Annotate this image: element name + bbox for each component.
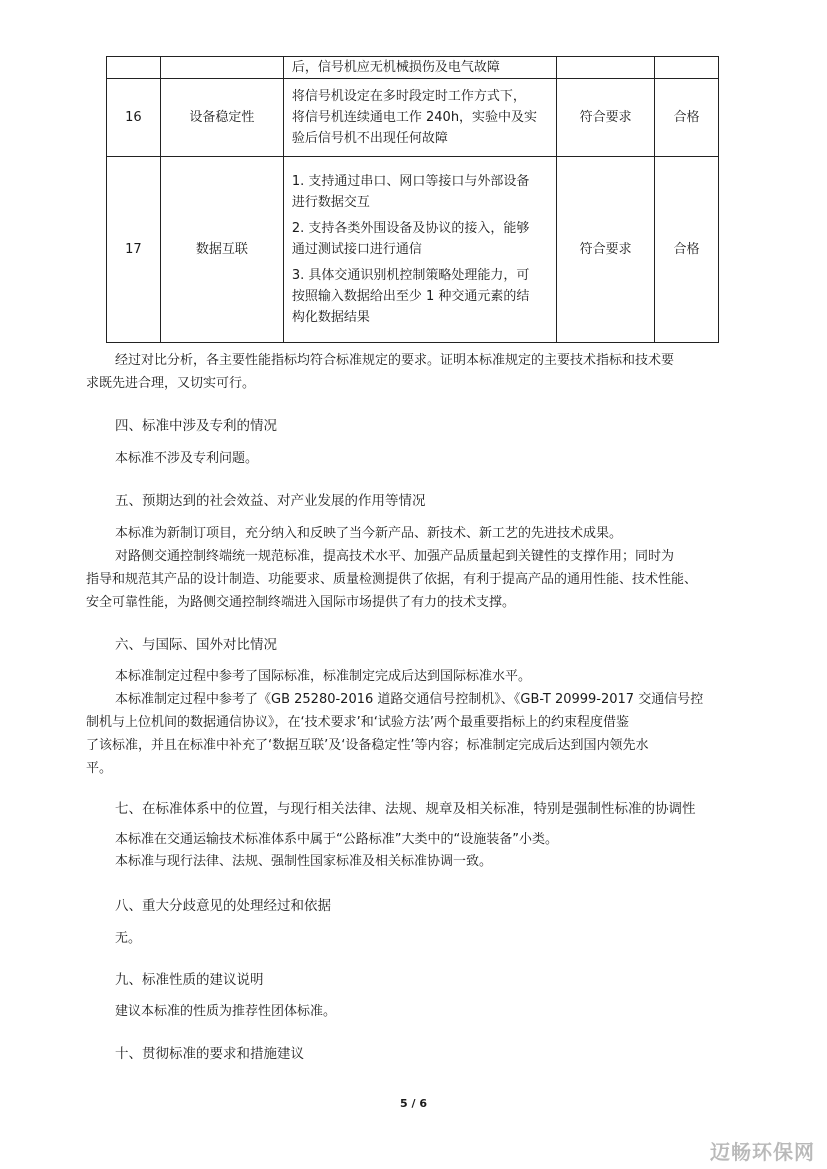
paragraph: 本标准为新制订项目，充分纳入和反映了当今新产品、新技术、新工艺的先进技术成果。 [115, 526, 623, 541]
row-number: 17 [107, 157, 161, 343]
result-cell: 符合要求 [557, 157, 655, 343]
section-heading: 七、在标准体系中的位置，与现行相关法律、法规、规章及相关标准，特别是强制性标准的协调性 [115, 801, 696, 817]
conclusion-line: 经过对比分析，各主要性能指标均符合标准规定的要求。证明本标准规定的主要技术指标和技术要 [115, 353, 675, 368]
paragraph: 建议本标准的性质为推荐性团体标准。 [115, 1004, 337, 1019]
paragraph: 本标准不涉及专利问题。 [115, 451, 259, 466]
paragraph-line: 对路侧交通控制终端统一规范标准，提高技术水平、加强产品质量起到关键性的支撑作用；同时为 [115, 549, 675, 564]
paragraph: 本标准与现行法律、法规、强制性国家标准及相关标准协调一致。 [115, 854, 493, 869]
section-heading: 五、预期达到的社会效益、对产业发展的作用等情况 [115, 493, 426, 509]
paragraph-line: 本标准制定过程中参考了《GB 25280-2016 道路交通信号控制机》、《GB-T 20999-2017 交通信号控 [115, 692, 704, 707]
requirement-cell: 1. 支持通过串口、网口等接口与外部设备 进行数据交互 2. 支持各类外围设备及协议的接入，能够 通过测试接口进行通信 3. 具体交通识别机控制策略处理能力，可 按照输入数据给出至少 1 种交通元素的结 构化数据结果 [283, 157, 556, 343]
conclusion-line: 求既先进合理，又切实可行。 [86, 376, 256, 391]
result-cell: 符合要求 [557, 79, 655, 157]
row-number: 16 [107, 79, 161, 157]
item-name: 设备稳定性 [160, 79, 283, 157]
test-results-table [106, 56, 719, 343]
item-name: 数据互联 [160, 157, 283, 343]
table-row [107, 57, 719, 79]
paragraph-line: 了该标准，并且在标准中补充了‘数据互联’及‘设备稳定性’等内容；标准制定完成后达到国内领先水 [86, 738, 649, 753]
verdict-cell: 合格 [654, 79, 718, 157]
section-heading: 四、标准中涉及专利的情况 [115, 418, 277, 434]
section-heading: 八、重大分歧意见的处理经过和依据 [115, 898, 331, 914]
page-number: 5 / 6 [400, 1097, 427, 1110]
paragraph-line: 指导和规范其产品的设计制造、功能要求、质量检测提供了依据，有利于提高产品的通用性能、技术性能、 [86, 572, 698, 587]
requirement-cell: 将信号机设定在多时段定时工作方式下， 将信号机连续通电工作 240h，实验中及实 验后信号机不出现任何故障 [283, 79, 556, 157]
paragraph: 本标准制定过程中参考了国际标准，标准制定完成后达到国际标准水平。 [115, 669, 532, 684]
watermark-logo: 迈畅环保网 [710, 1140, 815, 1164]
section-heading: 十、贯彻标准的要求和措施建议 [115, 1046, 304, 1062]
section-heading: 六、与国际、国外对比情况 [115, 637, 277, 653]
paragraph: 本标准在交通运输技术标准体系中属于“公路标准”大类中的“设施装备”小类。 [115, 832, 558, 847]
requirement-cell: 后，信号机应无机械损伤及电气故障 [283, 57, 556, 79]
paragraph: 无。 [115, 931, 142, 946]
table-row [107, 79, 719, 157]
paragraph-line: 安全可靠性能，为路侧交通控制终端进入国际市场提供了有力的技术支撑。 [86, 595, 516, 610]
paragraph-line: 制机与上位机间的数据通信协议》，在‘技术要求’和‘试验方法’两个最重要指标上的约束程度借鉴 [86, 715, 630, 730]
table-row [107, 157, 719, 343]
paragraph-line: 平。 [86, 761, 113, 776]
section-heading: 九、标准性质的建议说明 [115, 972, 264, 988]
verdict-cell: 合格 [654, 157, 718, 343]
